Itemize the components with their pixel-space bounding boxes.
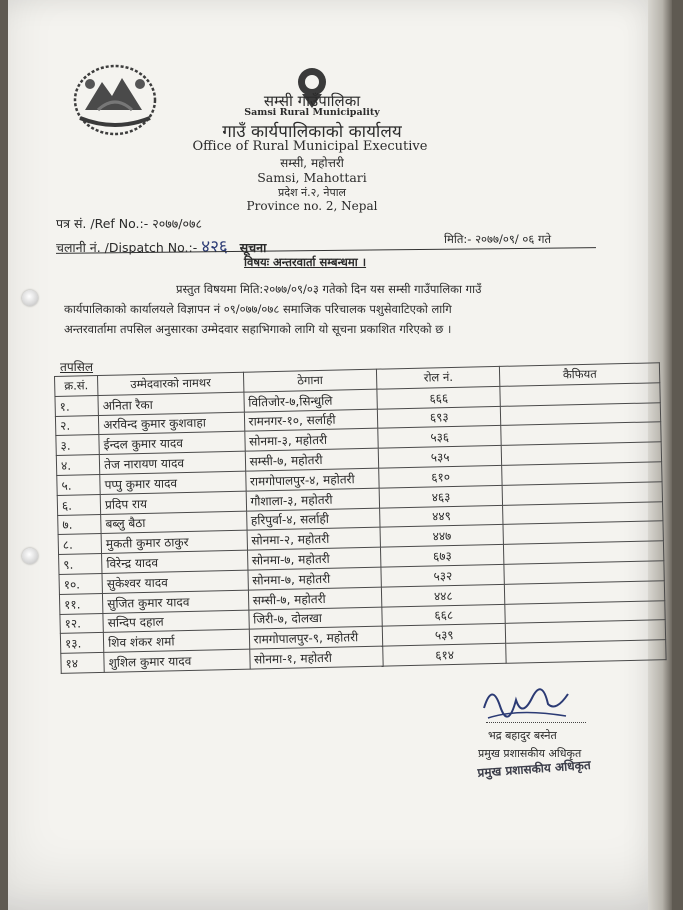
cell-serial: ४. (56, 455, 100, 476)
header-province-en: Province no. 2, Nepal (246, 199, 378, 213)
cell-serial: ५. (57, 474, 101, 495)
candidate-table-body (55, 383, 666, 674)
cell-name: सन्दिप दहाल (103, 610, 249, 633)
cell-name: शिव शंकर शर्मा (103, 630, 249, 653)
cell-address: सोनमा-३, महोतरी (244, 429, 378, 452)
cell-roll: ५३९ (382, 624, 506, 647)
cell-address: सोनमा-७, महोतरी (247, 547, 381, 570)
signature-line (486, 722, 586, 723)
cell-roll: ५३२ (381, 564, 505, 587)
cell-roll: ६६८ (382, 604, 506, 627)
cell-address: हरिपुर्वा-४, सर्लाही (246, 508, 380, 531)
cell-name: मुकती कुमार ठाकुर (101, 531, 247, 554)
date-label: मिति:- (444, 232, 472, 246)
body-line-3: अन्तरवार्तामा तपसिल अनुसारका उम्मेदवार सहाभिगाको लागि यो सूचना प्रकाशित गरिएको छ । (64, 322, 452, 336)
cell-roll: ६१० (379, 465, 503, 488)
cell-address: रामगोपालपुर-४, महोतरी (245, 468, 379, 491)
date-value: २०७७/०९/ ०६ गते (475, 232, 552, 246)
subject: विषयः अन्तरवार्ता सम्बन्धमा । (244, 255, 367, 269)
header-location-np: सम्सी, महोत्तरी (280, 156, 344, 170)
cell-name: अनिता रैका (98, 392, 244, 415)
cell-address: सम्सी-७, महोतरी (248, 587, 382, 610)
dispatch-label: चलानी नं. /Dispatch No.:- (56, 240, 198, 255)
candidate-table (54, 362, 667, 674)
cell-remarks (506, 640, 666, 663)
signature-scribble-icon (478, 678, 574, 728)
cell-name: सुजित कुमार यादव (103, 590, 249, 613)
ref-value: २०७७/०७८ (152, 216, 202, 231)
cell-name: तेज नारायण यादव (99, 451, 245, 474)
ref-number (56, 215, 202, 232)
ref-label: पत्र सं. /Ref No.:- (56, 216, 149, 231)
cell-roll: ६७३ (381, 545, 505, 568)
header-name-en: Samsi Rural Municipality (244, 107, 380, 118)
notice-word: सूचना (239, 240, 267, 255)
body-line-2: कार्यपालिकाको कार्यालयले विज्ञापन नं ०९/०७७/०७८ समाजिक परिचालक पशुसेवाटिएको लागि (64, 302, 452, 316)
cell-name: शुशिल कुमार यादव (104, 649, 250, 672)
cell-roll: ६६६ (377, 386, 501, 409)
cell-name: प्रदिप राय (100, 491, 246, 514)
office-stamp: प्रमुख प्रशासकीय अधिकृत (477, 757, 592, 780)
cell-address: सम्सी-७, महोतरी (245, 448, 379, 471)
cell-roll: ४४८ (381, 584, 505, 607)
cell-roll: ६१४ (383, 643, 507, 666)
cell-roll: ४४७ (380, 525, 504, 548)
cell-address: सोनमा-७, महोतरी (248, 567, 382, 590)
cell-roll: ४४९ (380, 505, 504, 528)
cell-serial: ६. (57, 494, 101, 515)
header-office-np: गाउँ कार्यपालिकाको कार्यालय (222, 122, 402, 142)
cell-name: विरेन्द्र यादव (102, 550, 248, 573)
cell-address: सोनमा-२, महोतरी (247, 528, 381, 551)
cell-name: पप्पु कुमार यादव (100, 471, 246, 494)
punch-hole-bottom (22, 548, 38, 564)
dispatch-value: ४२६ (201, 237, 228, 257)
cell-serial: १. (55, 395, 99, 416)
cell-address: रामगोपालपुर-९, महोतरी (249, 626, 383, 649)
cell-address: जिरी-७, दोलखा (248, 607, 382, 630)
col-header-roll: रोल नं. (376, 366, 500, 389)
cell-serial: १३. (60, 633, 104, 654)
cell-roll: ५३६ (378, 426, 502, 449)
cell-roll: ४६३ (379, 485, 503, 508)
tapsil-heading: तपसिल (60, 360, 94, 374)
cell-serial: १०. (59, 573, 103, 594)
cell-serial: ८. (58, 534, 102, 555)
header-name-np: सम्सी गाउँपालिका (263, 92, 361, 110)
cell-address: सोनमा-१, महोतरी (249, 646, 383, 669)
cell-serial: १४ (61, 653, 105, 674)
cell-name: अरविन्द कुमार कुशवाहा (99, 412, 245, 435)
cell-serial: १२. (60, 613, 104, 634)
cell-serial: ७. (58, 514, 102, 535)
cell-address: गौशाला-३, महोतरी (246, 488, 380, 511)
cell-serial: ११. (59, 593, 103, 614)
punch-hole-top (22, 290, 38, 306)
cell-address: रामनगर-१०, सर्लाही (244, 409, 378, 432)
cell-serial: ९. (59, 554, 103, 575)
col-header-serial: क्र.सं. (55, 376, 99, 397)
cell-roll: ५३५ (378, 446, 502, 469)
cell-serial: ३. (56, 435, 100, 456)
date (444, 232, 551, 247)
cell-roll: ६९३ (377, 406, 501, 429)
cell-name: ईन्दल कुमार यादव (99, 432, 245, 455)
col-header-remarks: कैफियत (500, 363, 660, 386)
dispatch-number (56, 234, 266, 257)
col-header-name: उम्मेदवारको नामथर (98, 372, 244, 395)
cell-name: सुकेश्वर यादव (102, 570, 248, 593)
cell-address: वितिजोर-७,सिन्धुलि (244, 389, 378, 412)
header-province-np: प्रदेश नं.२, नेपाल (277, 186, 347, 199)
col-header-address: ठेगाना (243, 369, 377, 392)
nepal-emblem-icon (70, 60, 160, 140)
cell-name: बब्लु बैठा (101, 511, 247, 534)
signatory-title: प्रमुख प्रशासकीय अधिकृत (478, 747, 582, 760)
cell-serial: २. (55, 415, 99, 436)
signatory-name: भद्र बहादुर बस्नेत (488, 729, 557, 742)
header-location-en: Samsi, Mahottari (257, 170, 367, 185)
header-office-en: Office of Rural Municipal Executive (192, 139, 428, 154)
body-line-1: प्रस्तुत विषयमा मिति:२०७७/०९/०३ गतेको दिन यस सम्सी गाउँपालिका गाउँ (176, 282, 482, 296)
